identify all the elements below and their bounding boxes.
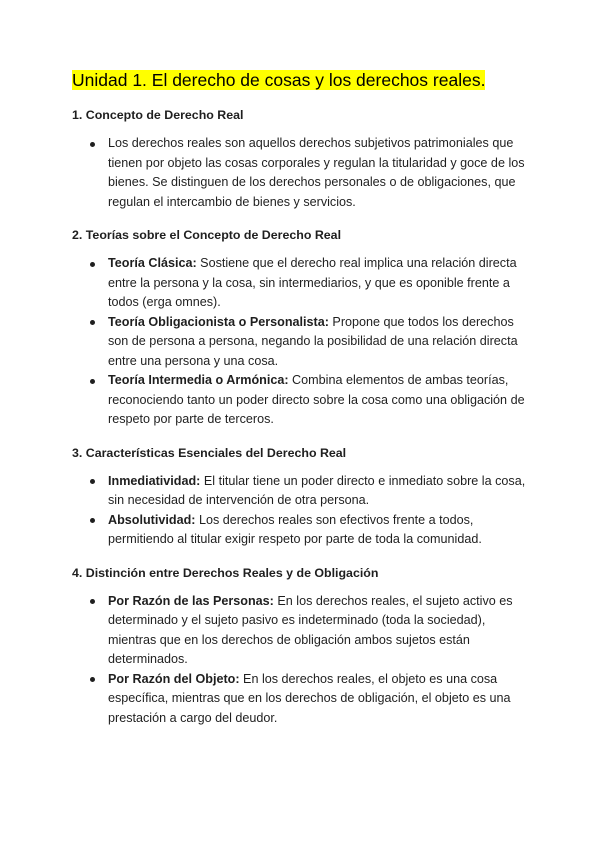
bullet-item [72, 254, 537, 313]
bullet-text: En los derechos reales, el objeto es una cosa específica, mientras que en los derechos de obligación, el objeto es una prestación a cargo del deudor. [108, 671, 511, 725]
bullet-text: En los derechos reales, el sujeto activo es determinado y el sujeto pasivo es indeterminado (toda la sociedad), mientras que en los derechos de obligación ambos sujetos están determinados. [108, 593, 513, 666]
section-heading: 3. Características Esenciales del Derecho Real [72, 445, 347, 460]
document-page [72, 66, 537, 742]
bullet-icon [90, 262, 95, 267]
bullet-list [72, 472, 537, 550]
bullet-list [72, 254, 537, 430]
bullet-term: Por Razón de las Personas: [108, 593, 274, 608]
bullet-icon [90, 599, 95, 604]
bullet-text: Sostiene que el derecho real implica una relación directa entre la persona y la cosa, sin intermediarios, y que es oponible frente a todos (erga omnes). [108, 256, 517, 309]
bullet-item [72, 313, 537, 372]
bullet-text: Los derechos reales son efectivos frente a todos, permitiendo al titular exigir respeto por parte de toda la comunidad. [108, 512, 482, 546]
bullet-item [72, 472, 537, 511]
bullet-term: Teoría Obligacionista o Personalista: [108, 314, 329, 329]
bullet-term: Por Razón del Objeto: [108, 671, 240, 686]
bullet-term: Absolutividad: [108, 512, 196, 527]
bullet-item [72, 670, 537, 729]
bullet-icon [90, 320, 95, 325]
highlighted-title: Unidad 1. El derecho de cosas y los derechos reales. [72, 70, 486, 90]
bullet-term: Inmediatividad: [108, 473, 201, 488]
bullet-icon [90, 379, 95, 384]
bullet-text: Los derechos reales son aquellos derechos subjetivos patrimoniales que tienen por objeto las cosas corporales y regulan la titularidad y goce de los bienes. Se distinguen de los derechos personales o de obligaciones, que regulan el intercambio de bienes y servicios. [108, 136, 525, 209]
bullet-text: Combina elementos de ambas teorías, reconociendo tanto un poder directo sobre la cosa como una obligación de respeto por parte de terceros. [108, 373, 525, 426]
bullet-term: Teoría Clásica: [108, 256, 197, 270]
section-heading: 1. Concepto de Derecho Real [72, 108, 244, 122]
bullet-item [72, 592, 537, 670]
bullet-icon [90, 677, 95, 682]
bullet-text: El titular tiene un poder directo e inmediato sobre la cosa, sin necesidad de intervención de otra persona. [108, 473, 526, 507]
document-title [72, 66, 537, 94]
bullet-item [72, 134, 537, 212]
bullet-list [72, 592, 537, 729]
bullet-item [72, 511, 537, 550]
section-heading: 4. Distinción entre Derechos Reales y de Obligación [72, 565, 379, 580]
bullet-icon [90, 142, 95, 147]
bullet-list [72, 134, 537, 212]
bullet-icon [90, 518, 95, 523]
bullet-item [72, 371, 537, 430]
bullet-icon [90, 479, 95, 484]
section-heading: 2. Teorías sobre el Concepto de Derecho Real [72, 228, 342, 242]
bullet-term: Teoría Intermedia o Armónica: [108, 373, 289, 387]
bullet-text: Propone que todos los derechos son de persona a persona, negando la posibilidad de una relación directa entre una persona y una cosa. [108, 314, 518, 368]
